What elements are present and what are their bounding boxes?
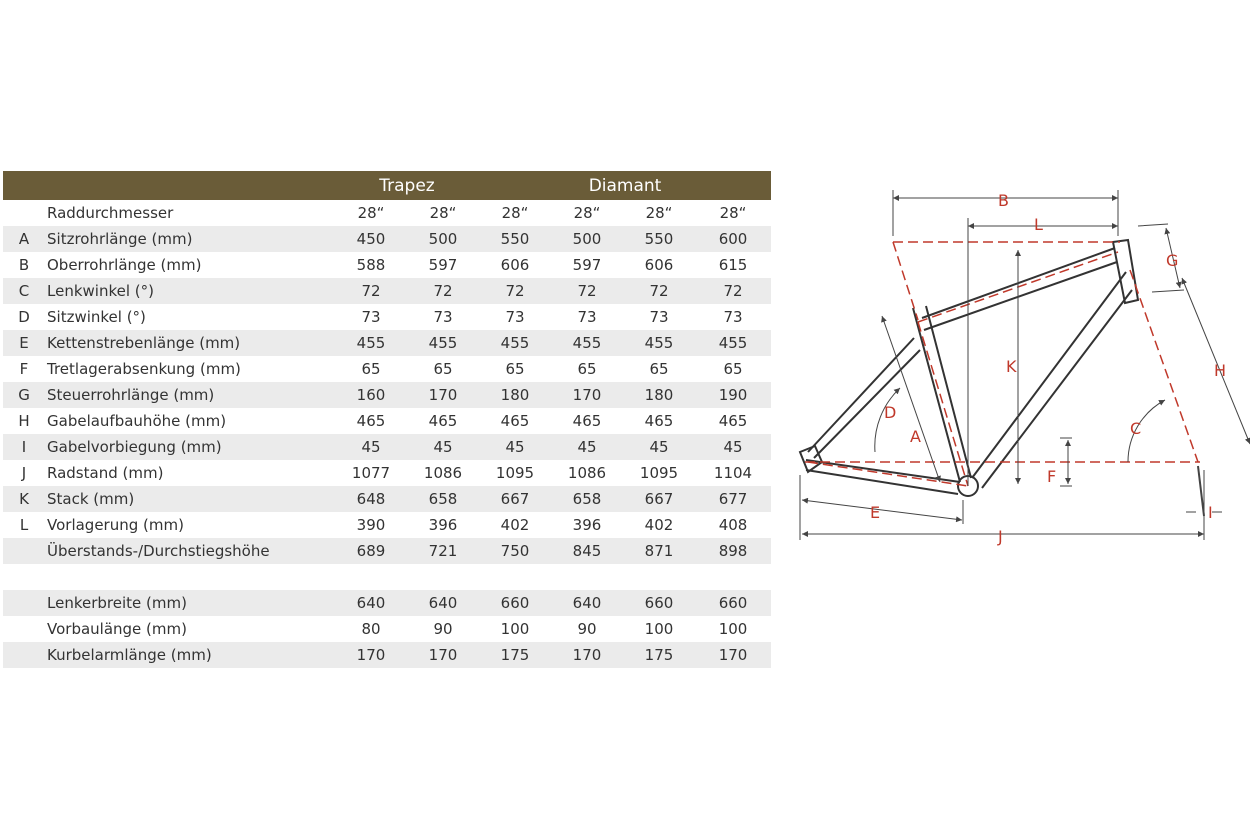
label-i: I — [1208, 503, 1213, 522]
value-cell: 72 — [649, 282, 669, 300]
value-cell: 45 — [577, 438, 597, 456]
row-code: A — [18, 230, 30, 248]
value-cell: 170 — [428, 386, 458, 404]
value-cell: 500 — [572, 230, 602, 248]
row-code: F — [19, 360, 29, 378]
value-cell: 45 — [723, 438, 743, 456]
value-cell: 73 — [361, 308, 381, 326]
value-cell: 45 — [505, 438, 525, 456]
value-cell: 72 — [723, 282, 743, 300]
value-cell: 45 — [649, 438, 669, 456]
value-cell: 465 — [428, 412, 458, 430]
row-label: Lenkerbreite (mm) — [47, 594, 187, 612]
value-cell: 455 — [718, 334, 748, 352]
value-cell: 455 — [572, 334, 602, 352]
value-cell: 28“ — [429, 204, 457, 222]
value-cell: 72 — [505, 282, 525, 300]
value-cell: 550 — [500, 230, 530, 248]
value-cell: 750 — [500, 542, 530, 560]
value-cell: 660 — [500, 594, 530, 612]
value-cell: 606 — [644, 256, 674, 274]
value-cell: 28“ — [645, 204, 673, 222]
table-row — [3, 278, 771, 304]
value-cell: 65 — [433, 360, 453, 378]
dimension-lines — [800, 190, 1250, 540]
value-cell: 65 — [649, 360, 669, 378]
value-cell: 396 — [572, 516, 602, 534]
value-cell: 170 — [428, 646, 458, 664]
value-cell: 1086 — [567, 464, 607, 482]
value-cell: 1104 — [713, 464, 753, 482]
value-cell: 408 — [718, 516, 748, 534]
frame-geometry-diagram — [790, 180, 1250, 560]
top-tube — [922, 248, 1117, 330]
value-cell: 170 — [572, 386, 602, 404]
row-code: B — [18, 256, 30, 274]
value-cell: 65 — [577, 360, 597, 378]
label-c: C — [1130, 419, 1142, 438]
row-code — [3, 200, 45, 226]
value-cell: 90 — [577, 620, 597, 638]
row-code — [3, 616, 45, 642]
row-label: Überstands-/Durchstiegshöhe — [47, 542, 270, 560]
row-label: Steuerrohrlänge (mm) — [47, 386, 215, 404]
value-cell: 28“ — [573, 204, 601, 222]
bike-frame — [800, 240, 1138, 496]
value-cell: 72 — [361, 282, 381, 300]
row-code — [3, 538, 45, 564]
row-label: Sitzwinkel (°) — [47, 308, 146, 326]
row-label: Stack (mm) — [47, 490, 135, 508]
value-cell: 588 — [356, 256, 386, 274]
value-cell: 455 — [356, 334, 386, 352]
row-label: Gabelaufbauhöhe (mm) — [47, 412, 227, 430]
value-cell: 615 — [718, 256, 748, 274]
value-cell: 465 — [356, 412, 386, 430]
value-cell: 100 — [644, 620, 674, 638]
table-row — [3, 434, 771, 460]
table-row — [3, 330, 771, 356]
value-cell: 1077 — [351, 464, 391, 482]
label-e: E — [870, 503, 881, 522]
value-cell: 500 — [428, 230, 458, 248]
value-cell: 28“ — [719, 204, 747, 222]
value-cell: 73 — [649, 308, 669, 326]
table-row — [3, 304, 771, 330]
table-row-wheel-size — [3, 200, 771, 226]
table-header — [3, 171, 771, 200]
label-b: B — [998, 191, 1009, 210]
value-cell: 640 — [428, 594, 458, 612]
value-cell: 73 — [577, 308, 597, 326]
value-cell: 180 — [644, 386, 674, 404]
value-cell: 455 — [644, 334, 674, 352]
value-cell: 606 — [500, 256, 530, 274]
table-row — [3, 408, 771, 434]
row-code — [3, 642, 45, 668]
value-cell: 65 — [723, 360, 743, 378]
value-cell: 658 — [428, 490, 458, 508]
table-row — [3, 226, 771, 252]
row-label: Kurbelarmlänge (mm) — [47, 646, 212, 664]
table-row — [3, 356, 771, 382]
value-cell: 72 — [577, 282, 597, 300]
value-cell: 28“ — [357, 204, 385, 222]
label-g: G — [1166, 251, 1179, 270]
value-cell: 689 — [356, 542, 386, 560]
value-cell: 175 — [644, 646, 674, 664]
header-diamant: Diamant — [588, 175, 662, 196]
value-cell: 1086 — [423, 464, 463, 482]
header-trapez: Trapez — [379, 175, 435, 196]
row-label: Gabelvorbiegung (mm) — [47, 438, 222, 456]
value-cell: 100 — [718, 620, 748, 638]
row-code: J — [21, 464, 27, 482]
value-cell: 72 — [433, 282, 453, 300]
value-cell: 600 — [718, 230, 748, 248]
value-cell: 45 — [361, 438, 381, 456]
value-cell: 180 — [500, 386, 530, 404]
value-cell: 455 — [500, 334, 530, 352]
value-cell: 1095 — [495, 464, 535, 482]
row-code — [3, 590, 45, 616]
value-cell: 390 — [356, 516, 386, 534]
table-row — [3, 486, 771, 512]
row-label: Sitzrohrlänge (mm) — [47, 230, 193, 248]
value-cell: 65 — [505, 360, 525, 378]
row-label: Raddurchmesser — [47, 204, 174, 222]
row-code: G — [18, 386, 30, 404]
table-gap — [3, 564, 771, 590]
value-cell: 550 — [644, 230, 674, 248]
table-row — [3, 616, 771, 642]
row-label: Kettenstrebenlänge (mm) — [47, 334, 241, 352]
value-cell: 1095 — [639, 464, 679, 482]
value-cell: 667 — [644, 490, 674, 508]
value-cell: 667 — [500, 490, 530, 508]
value-cell: 640 — [572, 594, 602, 612]
row-code: E — [19, 334, 29, 352]
row-code: C — [18, 282, 30, 300]
row-label: Vorlagerung (mm) — [47, 516, 184, 534]
value-cell: 402 — [500, 516, 530, 534]
seat-tube — [913, 306, 971, 482]
value-cell: 80 — [361, 620, 381, 638]
value-cell: 845 — [572, 542, 602, 560]
value-cell: 465 — [500, 412, 530, 430]
row-label: Oberrohrlänge (mm) — [47, 256, 202, 274]
row-code: K — [19, 490, 29, 508]
value-cell: 721 — [428, 542, 458, 560]
value-cell: 465 — [644, 412, 674, 430]
label-l: L — [1034, 215, 1043, 234]
seat-stay — [808, 338, 920, 458]
label-f: F — [1047, 467, 1057, 486]
row-code: L — [19, 516, 29, 534]
head-tube — [1113, 240, 1138, 303]
row-code: D — [18, 308, 30, 326]
value-cell: 28“ — [501, 204, 529, 222]
row-code: I — [21, 438, 27, 456]
table-row — [3, 512, 771, 538]
value-cell: 160 — [356, 386, 386, 404]
table-row — [3, 538, 771, 564]
value-cell: 450 — [356, 230, 386, 248]
value-cell: 658 — [572, 490, 602, 508]
value-cell: 170 — [356, 646, 386, 664]
value-cell: 175 — [500, 646, 530, 664]
row-label: Tretlagerabsenkung (mm) — [47, 360, 241, 378]
table-row — [3, 590, 771, 616]
value-cell: 898 — [718, 542, 748, 560]
reference-lines — [805, 242, 1200, 486]
value-cell: 170 — [572, 646, 602, 664]
value-cell: 465 — [572, 412, 602, 430]
value-cell: 455 — [428, 334, 458, 352]
table-row — [3, 252, 771, 278]
label-k: K — [1006, 357, 1017, 376]
value-cell: 190 — [718, 386, 748, 404]
row-label: Radstand (mm) — [47, 464, 164, 482]
row-code: H — [18, 412, 30, 430]
value-cell: 677 — [718, 490, 748, 508]
value-cell: 660 — [718, 594, 748, 612]
value-cell: 73 — [723, 308, 743, 326]
row-label: Lenkwinkel (°) — [47, 282, 154, 300]
value-cell: 73 — [433, 308, 453, 326]
label-a: A — [910, 427, 921, 446]
value-cell: 45 — [433, 438, 453, 456]
value-cell: 402 — [644, 516, 674, 534]
value-cell: 871 — [644, 542, 674, 560]
value-cell: 170 — [718, 646, 748, 664]
label-h: H — [1214, 361, 1227, 380]
value-cell: 648 — [356, 490, 386, 508]
geometry-table — [3, 171, 771, 668]
value-cell: 465 — [718, 412, 748, 430]
value-cell: 396 — [428, 516, 458, 534]
value-cell: 597 — [428, 256, 458, 274]
table-row — [3, 642, 771, 668]
value-cell: 597 — [572, 256, 602, 274]
value-cell: 73 — [505, 308, 525, 326]
label-d: D — [884, 403, 897, 422]
value-cell: 640 — [356, 594, 386, 612]
row-label: Vorbaulänge (mm) — [47, 620, 187, 638]
table-row — [3, 460, 771, 486]
value-cell: 90 — [433, 620, 453, 638]
value-cell: 65 — [361, 360, 381, 378]
table-row — [3, 382, 771, 408]
value-cell: 660 — [644, 594, 674, 612]
label-j: J — [998, 527, 1003, 546]
value-cell: 100 — [500, 620, 530, 638]
